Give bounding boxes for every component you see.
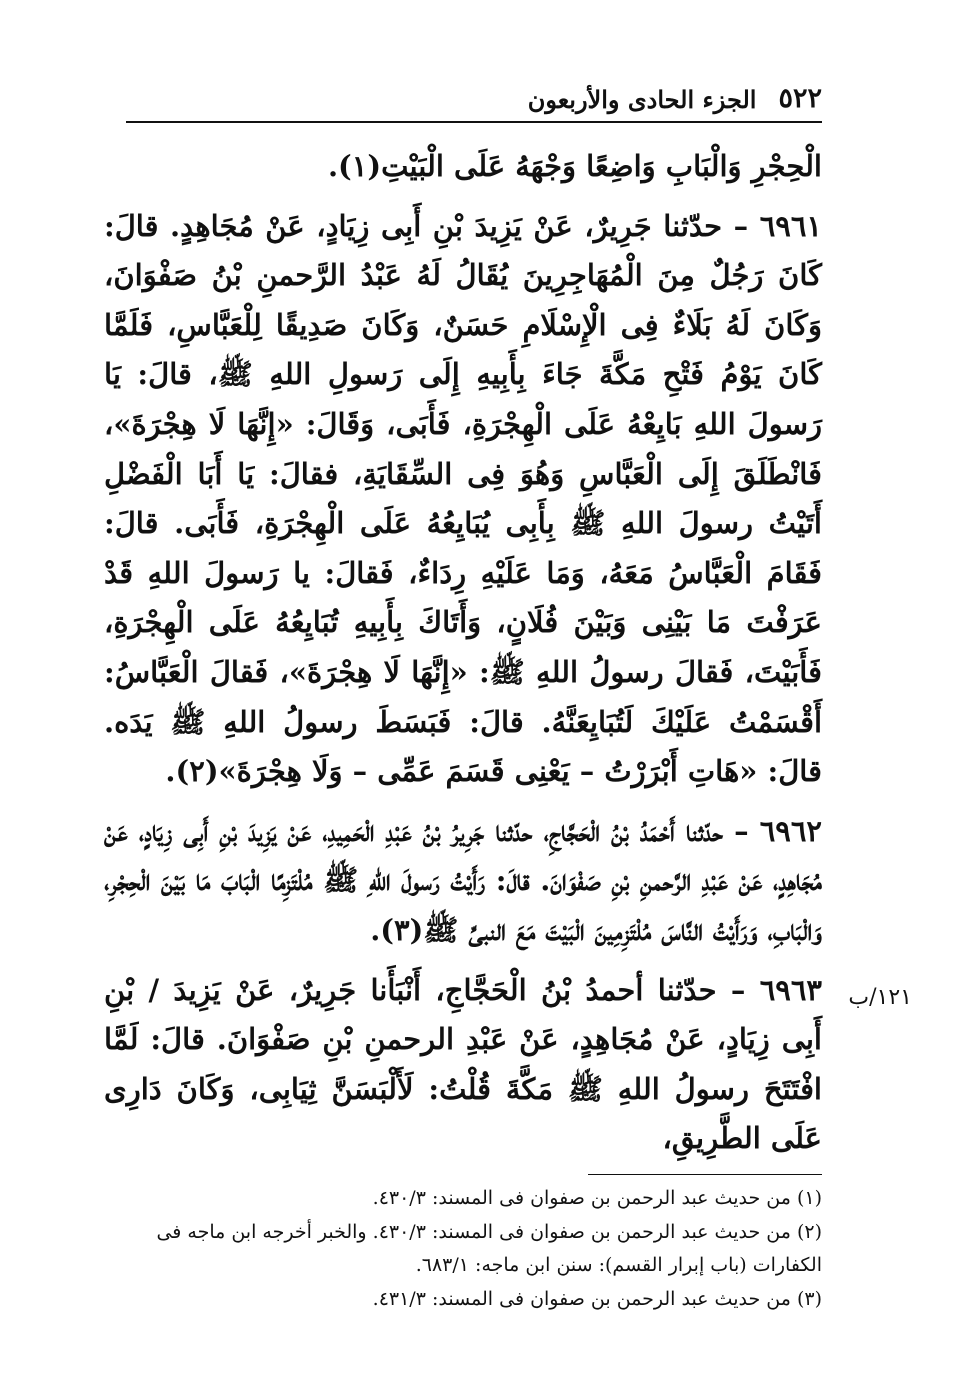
paragraph-continuation: الْحِجْرِ وَالْبَابِ وَاضِعًا وَجْهَهُ عَلَى الْبَيْتِ(١). xyxy=(327,149,822,183)
footnote-rule xyxy=(588,1174,822,1175)
header-rule xyxy=(126,121,822,123)
hadith-number: ٦٩٦٢ xyxy=(759,813,822,848)
footnote-3: (٣) من حديث عبد الرحمن بن صفوان فى المسند: ٤٣١/٣. xyxy=(372,1287,822,1310)
hadith-text: – حدّثنا أَحْمَدُ بْنُ الْحَجَّاجِ، حدّثنا جَرِيرُ بْنُ عَبْدِ الْحَمِيدِ، عَنْ يَزِيدَ بْنِ أَبِى زِيَادٍ، عَنْ مُجَاهِدٍ، عَنْ عَبْدِ الرَّحمنِ بْنِ صَفْوَانَ. قالَ: رَأَيْتُ رَسولَ اللهِ ﷺ مُلْتَزِمًا الْبَابَ مَا بَيْنَ الْحِجْرِ، وَالْبَابِ، وَرَأَيْتُ النَّاسَ مُلْتَزِمِينَ الْبَيْتَ مَعَ النبىِّ ﷺ(٣). xyxy=(104,813,823,947)
footnote-2: (٢) من حديث عبد الرحمن بن صفوان فى المسند: ٤٣٠/٣. والخبر أخرجه ابن ماجه فى الكفارات (باب إبرار القسم): سنن ابن ماجه: ٦٨٣/١. xyxy=(156,1220,822,1276)
page-header xyxy=(126,80,822,114)
footnote-1: (١) من حديث عبد الرحمن بن صفوان فى المسند: ٤٣٠/٣. xyxy=(372,1187,822,1209)
footnotes xyxy=(104,1182,822,1316)
hadith-text: – حدّثنا جَرِيرٌ، عَنْ يَزِيدَ بْنِ أَبِى زِيَادٍ، عَنْ مُجَاهِدٍ. قالَ: كَانَ رَجُلٌ مِنَ الْمُهَاجِرِينَ يُقَالُ لَهُ عَبْدُ الرَّحمنِ بْنُ صَفْوَانَ، وَكَانَ لَهُ بَلَاءٌ فِى الْإِسْلَامِ حَسَنٌ، وَكَانَ صَدِيقًا لِلْعَبَّاسِ، فَلَمَّا كَانَ يَوْمُ فَتْحِ مَكَّةَ جَاءَ بِأَبِيهِ إِلَى رَسولِ اللهِ ﷺ، قالَ: يَا رَسولَ اللهِ بَايِعْهُ عَلَى الْهِجْرَةِ، فَأَبَى، وَقَالَ: «إِنَّهَا لَا هِجْرَةَ»، فَانْطَلَقَ إِلَى الْعَبَّاسِ وَهُوَ فِى السِّقَايَةِ، فقالَ: يَا أَبَا الْفَضْلِ أَتَيْتُ رسولَ اللهِ ﷺ بِأَبِى يُبَايِعُهُ عَلَى الْهِجْرَةِ، فَأَبَى. قالَ: فَقَامَ الْعَبَّاسُ مَعَهُ، وَمَا عَلَيْهِ رِدَاءٌ، فَقالَ: يا رَسولَ اللهِ قَدْ عَرَفْتَ مَا بَيْنِى وَبَيْنَ فُلَانٍ، وَأَتَاكَ بِأَبِيهِ تُبَايِعُهُ عَلَى الْهِجْرَةِ، فَأَبَيْتَ، فَقالَ رسولُ اللهِ ﷺ: «إِنَّهَا لَا هِجْرَةَ»، فَقالَ الْعَبَّاسُ: أَقْسَمْتُ عَلَيْكَ لَتُبَايِعَنَّهُ. قالَ: فَبَسَطَ رسولُ اللهِ ﷺ يَدَه. قالَ: «هَاتِ أَبْرَرْتُ – يَعْنِى قَسَمَ عَمِّى – وَلَا هِجْرَةَ»(٢). xyxy=(104,208,822,789)
page-number: ٥٢٢ xyxy=(778,83,822,114)
hadith-6963 xyxy=(104,966,822,1164)
hadith-number: ٦٩٦١ xyxy=(759,208,822,243)
hadith-text: – حدّثنا أحمدُ بْنُ الْحَجَّاجِ، أَنْبَأَنا جَرِيرٌ، عَنْ يَزِيدَ / بْنِ أَبِى زِيَادٍ، عَنْ مُجَاهِدٍ، عَنْ عَبْدِ الرحمنِ بْنِ صَفْوَانَ. قالَ: لَمَّا افْتَتَحَ رسولُ اللهِ ﷺ مَكَّةَ قُلْتُ: لَأَلْبَسَنَّ ثِيَابِى، وَكَانَ دَارِى عَلَى الطَّرِيقِ، xyxy=(104,972,822,1156)
running-title: الجزء الحادى والأربعون xyxy=(527,85,757,114)
manuscript-folio-note: ١٢١/ب xyxy=(848,985,912,1010)
hadith-6961 xyxy=(104,202,822,797)
hadith-6962 xyxy=(104,807,822,956)
main-text xyxy=(104,142,822,1164)
hadith-number: ٦٩٦٣ xyxy=(759,972,822,1007)
